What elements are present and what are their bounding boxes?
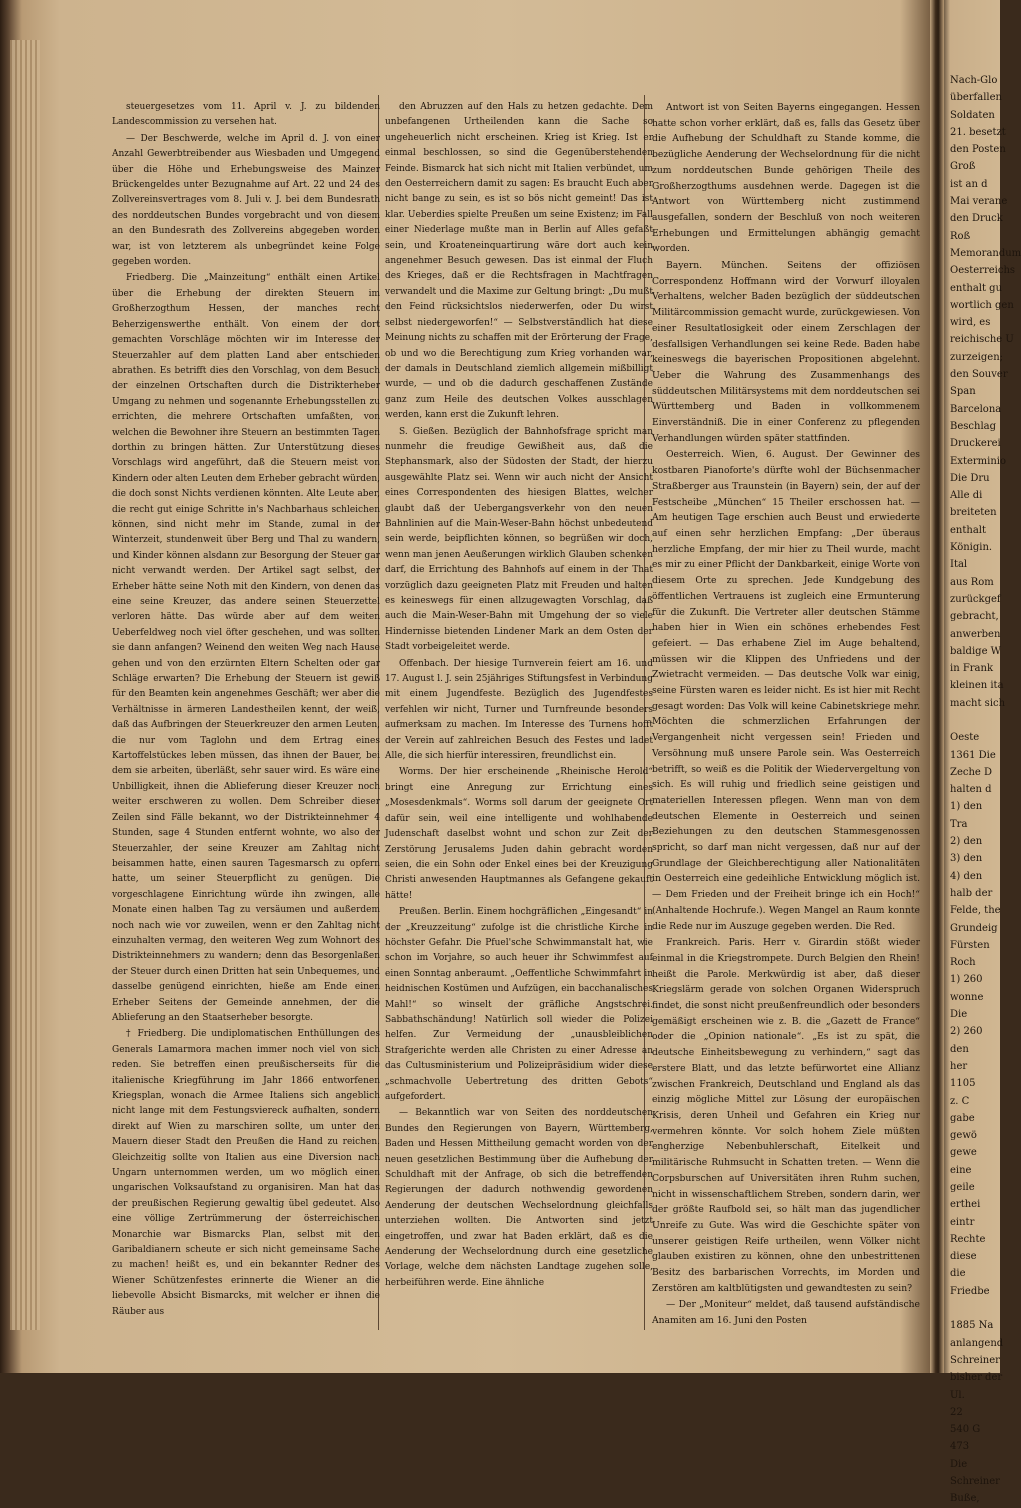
article-paragraph: Worms. Der hier erscheinende „Rheinische Herold“ bringt eine Anregung zur Errichtung eines „Mosesdenkmals“. Worms soll darum der geeignete Ort dafür sein, weil eine intelligente und wohlhabende Judenschaft daselbst wohnt und schon zur Zeit der Zerstörung Jerusalems Juden dahin gebracht worden seien, die ein Sohn oder Enkel eines bei der Kreuzigung Christi anwesenden Hauptmannes als Gefangene gekauft hätte! (385, 767, 653, 901)
cropped-line: gabe (950, 1112, 975, 1124)
cropped-line: den Posten (950, 144, 1006, 156)
cropped-line: enthalt gu (950, 282, 1003, 294)
column-4-cropped (950, 72, 1021, 1508)
cropped-line: Exterminio (950, 455, 1006, 467)
article-paragraph: Offenbach. Der hiesige Turnverein feiert am 16. und 17. August l. J. sein 25jähriges Stiftungsfest in Verbindung mit einem Jugendfeste. Bezüglich des Jugendfestes verfehlen wir nicht, Turner und Turnfreunde besonders aufmerksam zu machen. Im Interesse des Turnens hofft der Verein auf zahlreichen Besuch des Festes und ladet Alle, die sich hierfür interessiren, freundlichst ein. (385, 658, 653, 762)
cropped-line: den Druck (950, 213, 1003, 225)
cropped-line: Felde, the (950, 905, 1001, 917)
cropped-line: 1105 (950, 1078, 976, 1090)
cropped-line: die (950, 1268, 966, 1280)
cropped-line: Die Dru (950, 472, 990, 484)
cropped-line: reichische U (950, 334, 1014, 346)
cropped-line: ist an d (950, 178, 988, 190)
article-paragraph: Oesterreich. Wien, 6. August. Der Gewinner des kostbaren Pianoforte's dürfte wohl der Büchsenmacher Straßberger aus Traunstein (in Bayern) sein, der auf der Festscheibe „München“ 15 Theiler erschossen hat. — Am heutigen Tage erschien auch Beust und erwiederte auf einen sehr herzlichen Empfang: „Der überaus herzliche Empfang, der mir hier zu Theil wurde, macht es mir zu einer Pflicht der Dankbarkeit, einige Worte von diesem Orte zu sprechen. Jede Kundgebung des öffentlichen Vertrauens ist zugleich eine Ermunterung für die Zukunft. Die Vertreter aller deutschen Stämme haben hier in Wien ein schönes erhebendes Fest gefeiert. — Das erhabene Ziel im Auge behaltend, müssen wir die Klippen des Unfriedens und der Zwietracht vermeiden. — Das deutsche Volk war einig, seine Fürsten waren es leider nicht. Es ist hier mit Recht gesagt worden: Das Volk will keine Cabinetskriege mehr. Möchten die schmerzlichen Erfahrungen der Vergangenheit nicht vergessen sein! Frieden und Versöhnung muß unsere Parole sein. Was Oesterreich betrifft, so weiß es die Politik der Wiedervergeltung von sich. Es will ruhig und friedlich seine geistigen und materiellen Interessen pflegen. Wenn man von dem deutschen Elemente in Oesterreich und seinen Beziehungen zu den deutschen Stammesgenossen spricht, so darf man nicht vergessen, daß nur auf der Grundlage der Gleichberechtigung aller Nationalitäten in Oesterreich eine gedeihliche Entwicklung möglich ist. — Dem Frieden und der Freiheit bringe ich ein Hoch!“ (Anhaltende Hochrufe.). Wegen Mangel an Raum konnte die Rede nur im Auszuge gegeben werden. Die Red. (652, 449, 920, 932)
cropped-line: 473 (950, 1441, 970, 1453)
cropped-line: den Souver (950, 369, 1008, 381)
article-paragraph: S. Gießen. Bezüglich der Bahnhofsfrage spricht man nunmehr die freudige Gewißheit aus, daß die Stephansmark, also der Südosten der Stadt, der hierzu ausgewählte Platz sei. Wenn wir auch nicht der Ansicht eines Correspondenten des hiesigen Blattes, welcher glaubt daß der Uebergangsverkehr von den neuen Bahnlinien auf die Main-Weser-Bahn höchst unbedeutend sein werde, beipflichten können, so begrüßen wir doch, wenn man jenen Aeußerungen wirklich Glauben schenken darf, die Errichtung des Bahnhofs auf einem in der That vorzüglich dazu geeigneten Platz mit Freuden und halten es keineswegs für einen allzugewagten Vorschlag, daß auch die Main-Weser-Bahn mit Umgehung der so viele Hindernisse bietenden Lindener Mark an dem Osten der Stadt vorbeigeleitet werde. (385, 426, 653, 653)
cropped-line: 1) 260 (950, 974, 983, 986)
cropped-line: Die (950, 1458, 968, 1470)
article-paragraph: Antwort ist von Seiten Bayerns eingegangen. Hessen hatte schon vorher erklärt, daß es, falls das Gesetz über die Aufhebung der Schuldhaft zu Stande komme, die bezügliche Aenderung der Wechselordnung für die nicht zum norddeutschen Bunde gehörigen Theile des Großherzogthums ausdehnen werde. Dagegen ist die Antwort von Württemberg nicht zustimmend ausgefallen, sondern der Beschluß von noch weiteren Erhebungen und Ermittelungen abhängig gemacht worden. (652, 102, 920, 255)
page-edge-stack (10, 40, 40, 1330)
cropped-line: halb der (950, 887, 993, 899)
article-paragraph: Frankreich. Paris. Herr v. Girardin stößt wieder einmal in die Kriegstrompete. Durch Belgien den Rhein! heißt die Parole. Merkwürdig ist aber, daß dieser Kriegslärm gerade von solchen Organen Widerspruch findet, die sonst nicht preußenfreundlich oder besonders gemäßigt erscheinen wie z. B. die „Gazett de France“ oder die „Opinion nationale“. „Es ist zu spät, die deutsche Einheitsbewegung zu verhindern,“ sagt das erstere Blatt, und das letzte befürwortet eine Allianz zwischen Frankreich, Deutschland und England als das einzig mögliche Mittel zur Lösung der europäischen Krisis, deren Unheil und Gefahren ein Krieg nur vermehren könnte. Vor solch hohem Ziele müßten engherzige Nebenbuhlerschaft, Eitelkeit und militärische Ruhmsucht in Schatten treten. — Wenn die Corpsburschen auf Universitäten ihren Ruhm suchen, nicht in wissenschaftlichem Streben, sondern darin, wer der größte Raufbold sei, so hält man das jugendlicher Unreife zu Gute. Was wird die Geschichte später von unserer geistigen Reife urtheilen, wenn Völker nicht glauben existiren zu können, ohne den unbestrittenen Besitz des barbarischen Vorrechts, im Morden und Zerstören am kaltblütigsten und gewandtesten zu sein? (652, 937, 920, 1294)
cropped-line: Buße, (950, 1493, 980, 1505)
cropped-line: z. C (950, 1095, 970, 1107)
cropped-line: Beschlag (950, 420, 997, 432)
binding-gutter (930, 0, 944, 1373)
cropped-line: gebracht, (950, 611, 999, 623)
cropped-line: Groß (950, 161, 976, 173)
cropped-line: Oesterreichs (950, 265, 1016, 277)
cropped-line: Schreiner (950, 1476, 1000, 1488)
cropped-line: wortlich gen (950, 299, 1014, 311)
cropped-line: 3) den (950, 853, 983, 865)
article-paragraph: Friedberg. Die „Mainzeitung“ enthält einen Artikel über die Erhebung der direkten Steuern im Großherzogthum Hessen, der manches recht Beherzigenswerthe enthält. Von einem der dort gemachten Vorschläge möchten wir im Interesse der Steuerzahler auf dem platten Land aber entschieden abrathen. Es betrifft dies den Vorschlag, von dem Besuch der einzelnen Ortschaften durch die Distrikterheber Umgang zu nehmen und sogenannte Erhebungsstellen zu errichten, die mehrere Ortschaften umfaßten, von welchen die Bewohner ihre Steuern an bestimmten Tagen dorthin zu bringen hätten. Zur Unterstützung dieses Vorschlags wird angeführt, daß die Steuern meist von Kindern oder alten Leuten dem Erheber gebracht würden, die doch sonst Nichts verdienen könnten. Alte Leute aber, die recht gut einige Schritte in's Nachbarhaus schleichen können, sind nicht mehr im Stande, zumal in der Winterzeit, stundenweit über Berg und Thal zu wandern, und Kinder können alsdann zur Besorgung der Steuer gar nicht verwandt werden. Der Artikel sagt selbst, der Erheber hätte seine Noth mit den Kindern, von denen das eine seine Kreuzer, das andere seinen Steuerzettel verloren hätte. Das würde aber auf dem weiten Ueberfeldweg noch viel öfter geschehen, und was sollten sie dann anfangen? Weinend den weiten Weg nach Hause gehen und von den erzürnten Eltern Schelten oder gar Schläge erwarten? Die Erhebung der Steuern ist gewiß für den Beamten kein angenehmes Geschäft; wer aber die Verhältnisse in ärmeren Landestheilen kennt, der weiß, daß das Aufbringen der Steuerkreuzer den armen Leuten, die nur vom Taglohn und dem Ertrag eines Kartoffelstückes leben müssen, das ihnen der Bauer, bei dem sie arbeiten, überläßt, sehr sauer wird. Es wäre eine Unbilligkeit, ihnen die Ablieferung dieser Kreuzer noch weiter erschweren zu wollen. Dem Schreiber dieser Zeilen sind Fälle bekannt, wo der Distrikteinnehmer 4 Stunden, sage 4 Stunden entfernt wohnte, wo also der Steuerzahler, der seine Kreuzer am Zahltag nicht beisammen hatte, einen sauren Tagesmarsch zu opfern hatte, um seiner Steuerpflicht zu genügen. Die vorgeschlagene Einrichtung würde ihn zwingen, alle Monate einen halben Tag zu versäumen und außerdem noch nach wie vor zuweilen, wenn er den Zahltag nicht einzuhalten vermag, den weiteren Weg zum Wohnort des Distrikteinnehmers zu wandern; denn das Besorgenlaßen der Steuer durch einen Dritten hat sein Unbequemes, und dasselbe genügend einrichten, hieße am Ende einen Erheber Seitens der Gemeinde annehmen, der die Ablieferung an den Staatserheber besorgte. (112, 273, 380, 1023)
cropped-line: 1) den (950, 801, 983, 813)
cropped-line: Die (950, 1009, 968, 1021)
cropped-line: Soldaten (950, 109, 995, 121)
cropped-line: halten d (950, 784, 992, 796)
cropped-line: überfallen (950, 92, 1002, 104)
cropped-line: wonne (950, 991, 984, 1003)
cropped-line: Barcelona (950, 403, 1002, 415)
cropped-line: Oeste (950, 732, 980, 744)
column-1 (112, 100, 380, 1320)
cropped-line: Königin. (950, 542, 993, 554)
cropped-line: eine (950, 1164, 972, 1176)
cropped-line: breiteten (950, 507, 997, 519)
cropped-line: Roch (950, 957, 976, 969)
cropped-line: 540 G (950, 1424, 981, 1436)
cropped-line: Mai verane (950, 196, 1008, 208)
cropped-line: gewe (950, 1147, 977, 1159)
cropped-line: enthalt (950, 524, 986, 536)
cropped-line: Fürsten (950, 939, 990, 951)
cropped-line: Druckerei (950, 438, 1001, 450)
cropped-line: 1885 Na (950, 1320, 994, 1332)
cropped-line: den (950, 1043, 969, 1055)
cropped-line: Schreiner (950, 1354, 1000, 1366)
cropped-line: Friedbe (950, 1285, 990, 1297)
cropped-line: bisher der (950, 1372, 1003, 1384)
cropped-line: 1361 Die (950, 749, 996, 761)
cropped-line (950, 1300, 1000, 1317)
cropped-line: zurzeigen; (950, 351, 1004, 363)
cropped-line: 2) den (950, 836, 983, 848)
cropped-line: 4) den (950, 870, 983, 882)
cropped-line: Rechte (950, 1233, 986, 1245)
cropped-line: Memorandum (950, 247, 1021, 259)
article-paragraph: — Der Beschwerde, welche im April d. J. von einer Anzahl Gewerbtreibender aus Wiesbaden und Umgegend über die Höhe und Erhebungsweise des Mainzer Brückengeldes unter Bezugnahme auf Art. 22 und 24 des Zollvereinsvertrages vom 8. Juli v. J. bei dem Bundesrath des norddeutschen Bundes vorgebracht und von diesem an den Bundesrath des Zollvereins abgegeben worden war, ist von letzterem als unbegründet keine Folge gegeben worden. (112, 133, 380, 268)
cropped-line: geile (950, 1182, 975, 1193)
cropped-line: Alle di (950, 490, 983, 502)
cropped-line: Span (950, 386, 976, 398)
cropped-line: 2) 260 (950, 1026, 983, 1038)
cropped-line: Tra (950, 818, 968, 830)
cropped-line: gewö (950, 1130, 977, 1142)
cropped-line: Zeche D (950, 766, 993, 778)
cropped-line: in Frank (950, 663, 993, 675)
cropped-line: Ital (950, 559, 968, 571)
cropped-line: baldige W (950, 645, 1001, 657)
cropped-line: diese (950, 1251, 977, 1263)
cropped-line: erthei (950, 1199, 981, 1211)
cropped-line: zurückgef (950, 593, 1001, 605)
cropped-line: macht sich (950, 697, 1006, 709)
column-3 (652, 100, 920, 1329)
cropped-line: Ul. (950, 1389, 965, 1401)
cropped-line: Grundeig (950, 922, 998, 934)
cropped-line: Roß (950, 230, 971, 242)
cropped-line: her (950, 1060, 968, 1072)
cropped-line: wird, es (950, 317, 991, 329)
article-paragraph: Preußen. Berlin. Einem hochgräflichen „Eingesandt“ in der „Kreuzzeitung“ zufolge ist die christliche Kirche in höchster Gefahr. Die Pfuel'sche Schwimmanstalt hat, wie schon im Vorjahre, so auch heuer ihr Schwimmfest auf einen Sonntag anberaumt. „Oeffentliche Schwimmfahrt in heidnischen Kostümen und Aufzügen, ein bacchanalisches Mahl!“ so winselt der gräfliche Angstschrei. Sabbathschändung! Natürlich soll wieder die Polizei helfen. Zur Vermeidung der „unausbleiblichen Strafgerichte werden alle Christen zu einer Adresse an das Cultusministerium und Polizeipräsidium wider diese „schmachvolle Uebertretung des dritten Gebots“ aufgefordert. (385, 907, 653, 1102)
cropped-line: kleinen ita (950, 680, 1004, 692)
cropped-line: aus Rom (950, 576, 994, 588)
article-paragraph: Bayern. München. Seitens der offiziösen Correspondenz Hoffmann wird der Vorwurf illoyalen Verhaltens, welcher Baden bezüglich der süddeutschen Militärcommission gemacht wurde, zurückgewiesen. Von einer Resultatlosigkeit oder einem Zerschlagen der desfallsigen Verhandlungen sei keine Rede. Baden habe keineswegs die bayerischen Propositionen abgelehnt. Ueber die Wahrung des Zusammenhangs des süddeutschen Militärsystems mit dem norddeutschen sei Württemberg und Baden in vollkommenem Einverständniß. Die in einer Conferenz zu pflegenden Verhandlungen würden später stattfinden. (652, 260, 920, 444)
cropped-line (950, 712, 1000, 729)
cropped-line: Nach-Glo (950, 75, 998, 86)
cropped-line: 22 (950, 1406, 963, 1418)
article-paragraph: den Abruzzen auf den Hals zu hetzen gedachte. Dem unbefangenen Urtheilenden kann die Sache so ungeheuerlich nicht erscheinen. Krieg ist Krieg. Ist er einmal beschlossen, so sind die Gegenüberstehenden Feinde. Bismarck hat sich nicht mit Italien verbündet, um den Oesterreichern damit zu sagen: Es braucht Euch aber nicht bange zu sein, es ist so bös nicht gemeint! Das ist klar. Ueberdies spielte Preußen um seine Existenz; im Fall einer Niederlage mußte man in Berlin auf Alles gefaßt sein, und Kroateneinquartirung wäre dort auch kein angenehmer Besuch gewesen. Das ist einmal der Fluch des Krieges, daß er die Rechtsfragen in Machtfragen verwandelt und die Maxime zur Geltung bringt: „Du mußt den Feind rücksichtslos niederwerfen, oder Du wirst selbst niedergeworfen!“ — Selbstverständlich hat diese Meinung nichts zu schaffen mit der Erörterung der Frage, ob und wo die Berechtigung zum Krieg vorhanden war, der damals in Deutschland ziemlich allgemein mißbilligt wurde, — und ob die dadurch geschaffenen Zustände ganz zum Heile des deutschen Volkes ausschlagen werden, kann erst die Zukunft lehren. (385, 102, 653, 421)
cropped-line: anwerben (950, 628, 1001, 640)
article-paragraph: — Der „Moniteur“ meldet, daß tausend aufständische Anamiten am 16. Juni den Posten (652, 1299, 920, 1327)
cropped-line: 21. besetzt (950, 126, 1006, 138)
article-paragraph: — Bekanntlich war von Seiten des norddeutschen Bundes den Regierungen von Bayern, Württemberg, Baden und Hessen Mittheilung gemacht worden von der neuen gesetzlichen Bestimmung über die Aufhebung der Schuldhaft mit der Anfrage, ob sich die betreffenden Regierungen der dadurch nothwendig gewordenen Aenderung der deutschen Wechselordnung gleichfalls unterziehen wollten. Die Antworten sind jetzt eingetroffen, und zwar hat Baden erklärt, daß es die Aenderung der Wechselordnung durch eine gesetzliche Vorlage, welche dem nächsten Landtage zugehen solle, herbeiführen werde. Eine ähnliche (385, 1108, 653, 1288)
article-paragraph: steuergesetzes vom 11. April v. J. zu bildenden Landescommission zu versehen hat. (112, 102, 380, 128)
article-paragraph: † Friedberg. Die undiplomatischen Enthüllungen des Generals Lamarmora machen immer noch viel von sich reden. Sie betreffen einen preußischerseits für die italienische Kriegführung im Jahr 1866 entworfenen Kriegsplan, wonach die Armee Italiens sich angeblich nicht lange mit dem Festungsviereck aufhalten, sondern direkt auf Wien zu marschiren sollte, um unter den Mauern dieser Stadt den Preußen die Hand zu reichen. Gleichzeitig sollte von Italien aus eine Diversion nach Ungarn unternommen werden, um wo möglich einen ungarischen Volksaufstand zu organisiren. Man hat das der preußischen Regierung gewaltig übel gedeutet. Also eine völlige Zertrümmerung der österreichischen Monarchie war Bismarcks Plan, selbst mit den Garibaldianern scheute er sich nicht gemeinsame Sache zu machen! heißt es, und ein bekannter Redner des Wiener Schützenfestes erinnerte die Wiener an die liebevolle Absicht Bismarcks, mit welcher er ihnen die Räuber aus (112, 1029, 380, 1317)
cropped-line: anlangend (950, 1337, 1004, 1349)
column-2 (385, 100, 653, 1291)
cropped-line: eintr (950, 1216, 975, 1228)
